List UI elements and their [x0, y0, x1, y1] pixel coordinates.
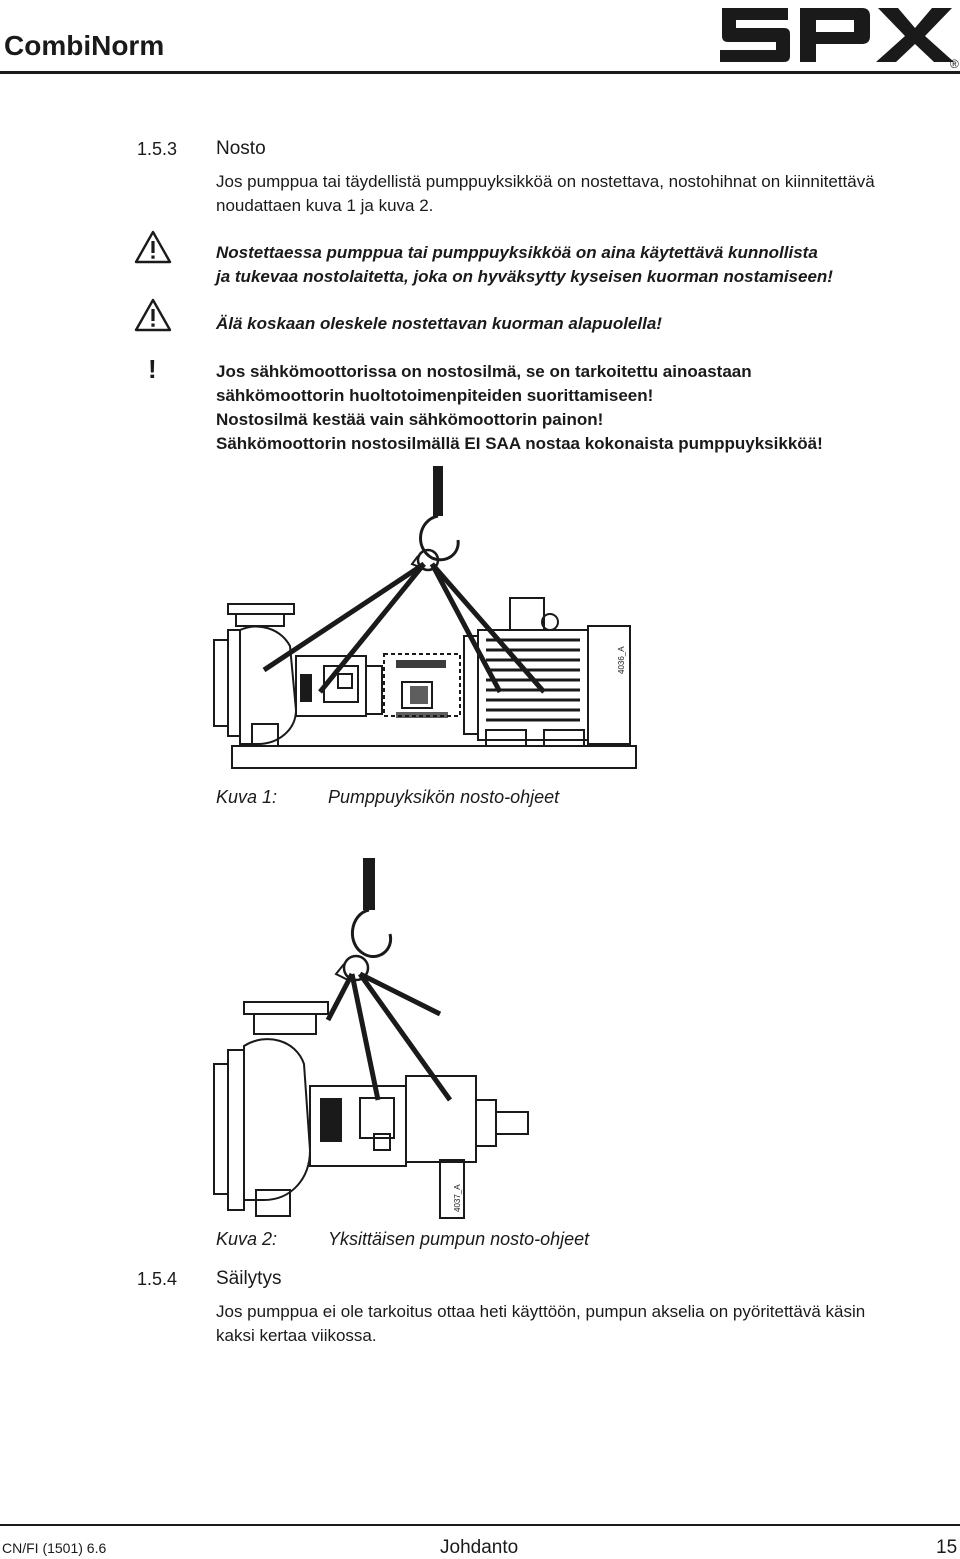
section-title: Säilytys: [216, 1268, 282, 1289]
figure-caption-text: Yksittäisen pumpun nosto-ohjeet: [328, 1229, 590, 1249]
storage-paragraph: [216, 1300, 946, 1348]
footer-page-number: 15: [936, 1537, 958, 1558]
intro-line: noudattaen kuva 1 ja kuva 2.: [216, 196, 434, 215]
warning-paragraph: [216, 312, 946, 336]
section-number: 1.5.4: [137, 1269, 178, 1289]
note-paragraph: [216, 360, 946, 456]
figure-pump-unit-lifting: [200, 460, 650, 780]
figure-caption-text: Pumppuyksikön nosto-ohjeet: [328, 787, 560, 807]
spx-logo: [718, 0, 960, 70]
section-number: 1.5.3: [137, 139, 178, 159]
figure-single-pump-lifting: [200, 850, 550, 1225]
note-line: sähkömoottorin huoltotoimenpiteiden suorittamiseen!: [216, 386, 654, 405]
footer-chapter: Johdanto: [440, 1537, 519, 1558]
note-line: Nostosilmä kestää vain sähkömoottorin painon!: [216, 410, 604, 429]
warning-triangle-icon: [134, 230, 172, 264]
warning-line: Nostettaessa pumppua tai pumppuyksikköä on aina käytettävä kunnollista: [216, 243, 818, 262]
warning-paragraph: [216, 241, 946, 289]
warning-line: Älä koskaan oleskele nostettavan kuorman alapuolella!: [216, 314, 662, 333]
note-line: Sähkömoottorin nostosilmällä EI SAA nostaa kokonaista pumppuyksikköä!: [216, 434, 823, 453]
storage-line: kaksi kertaa viikossa.: [216, 1326, 377, 1345]
storage-line: Jos pumppua ei ole tarkoitus ottaa heti käyttöön, pumpun akselia on pyöritettävä käsin: [216, 1302, 866, 1321]
exclamation-icon: !: [148, 354, 157, 384]
page-header-title: CombiNorm: [4, 30, 165, 61]
figure-code: 4036_A: [617, 646, 626, 674]
warning-triangle-icon: [134, 298, 172, 332]
footer-doc-code: CN/FI (1501) 6.6: [2, 1540, 107, 1556]
note-line: Jos sähkömoottorissa on nostosilmä, se on tarkoitettu ainoastaan: [216, 362, 752, 381]
header-rule: [0, 71, 960, 74]
warning-line: ja tukevaa nostolaitetta, joka on hyväksytty kyseisen kuorman nostamiseen!: [216, 267, 833, 286]
figure-caption-label: Kuva 1:: [216, 787, 278, 807]
intro-paragraph: [216, 170, 946, 218]
section-title: Nosto: [216, 138, 266, 159]
footer-rule: [0, 1524, 960, 1526]
figure-caption-label: Kuva 2:: [216, 1229, 278, 1249]
intro-line: Jos pumppua tai täydellistä pumppuyksikköä on nostettava, nostohihnat on kiinnitettävä: [216, 172, 875, 191]
registered-mark: ®: [950, 57, 959, 70]
figure-code: 4037_A: [453, 1184, 462, 1212]
